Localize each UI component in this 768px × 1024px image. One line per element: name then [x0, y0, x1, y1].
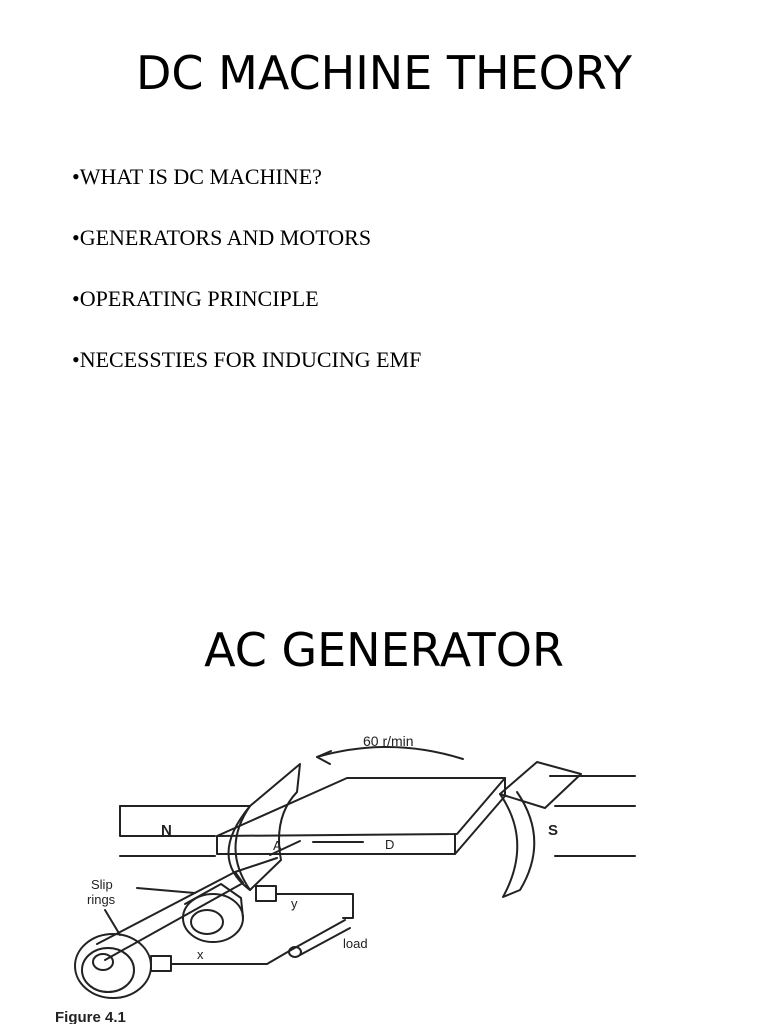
terminal-y-label: y [291, 896, 298, 911]
slip-label-leader [105, 910, 120, 935]
south-pole-face [500, 792, 534, 897]
bullet-item: •WHAT IS DC MACHINE? [72, 164, 322, 189]
slide-title-ac-generator: AC GENERATOR [204, 623, 564, 677]
bullet-item: •GENERATORS AND MOTORS [72, 225, 372, 250]
ac-generator-diagram [45, 722, 665, 1024]
south-pole-top [500, 762, 581, 808]
north-pole-label: N [161, 822, 172, 839]
slip-rings-label: rings [87, 892, 116, 907]
wire-y [276, 894, 353, 918]
slip-rings-label: Slip [91, 877, 113, 892]
arrowhead [317, 751, 331, 764]
wire-x [171, 950, 291, 964]
brush-x [151, 956, 171, 971]
shaft-end [93, 954, 113, 970]
terminal-x-label: x [197, 947, 204, 962]
slide-title-dc-machine: DC MACHINE THEORY [136, 46, 632, 100]
bullet-list [72, 163, 421, 407]
slip-ring-front [75, 934, 151, 998]
figure-caption: Figure 4.1 [55, 1009, 126, 1024]
speed-label: 60 r/min [363, 733, 414, 749]
bullet-item: •NECESSTIES FOR INDUCING EMF [72, 347, 422, 372]
point-a-label: A [273, 838, 282, 853]
coil-top [217, 778, 505, 836]
slip-ring-rear-inner [191, 910, 223, 934]
load-label: load [343, 936, 368, 951]
brush-y [256, 886, 276, 901]
slip-label-leader [137, 888, 195, 893]
bullet-item: •OPERATING PRINCIPLE [72, 286, 319, 311]
point-d-label: D [385, 837, 395, 852]
south-pole-label: S [548, 822, 559, 839]
